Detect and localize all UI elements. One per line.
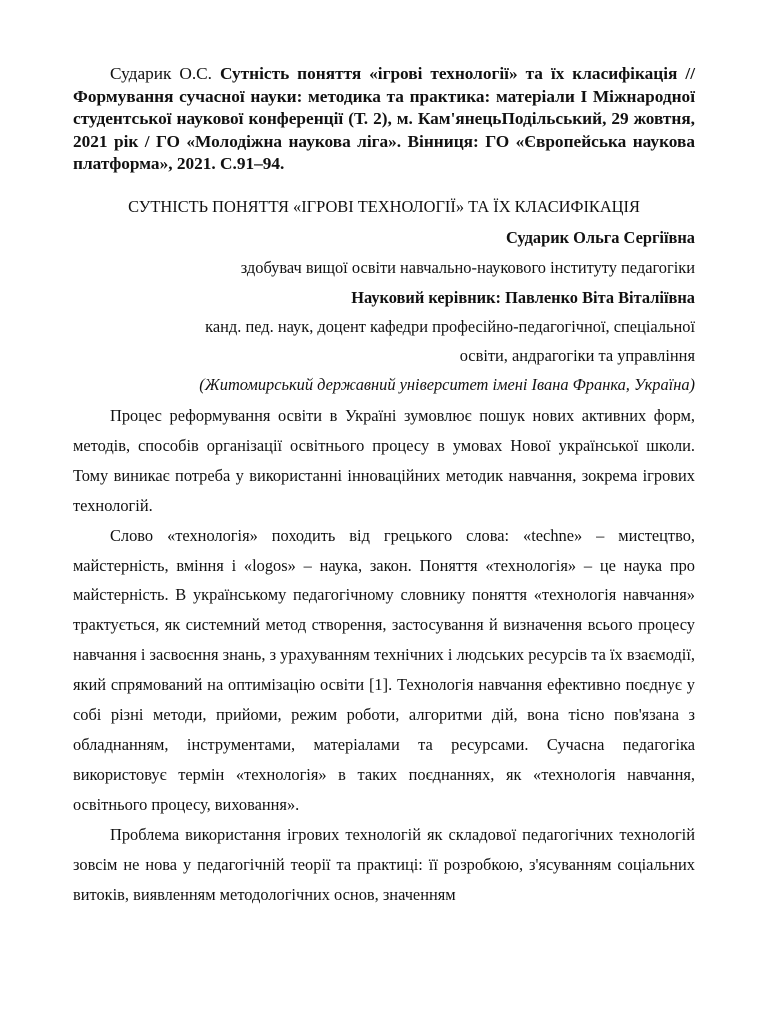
supervisor-position-line-1: канд. пед. наук, доцент кафедри професійно-педагогічної, спеціальної: [205, 317, 695, 336]
author-name: Сударик Ольга Сергіївна: [506, 228, 695, 247]
article-heading: СУТНІСТЬ ПОНЯТТЯ «ІГРОВІ ТЕХНОЛОГІЇ» ТА ЇХ КЛАСИФІКАЦІЯ: [128, 197, 640, 216]
paragraph: Проблема використання ігрових технологій як складової педагогічних технологій зовсім не нова у педагогічній теорії та практиці: її розробкою, з'ясуванням соціальних витоків, виявленням методологічних основ, значенням: [73, 824, 695, 904]
citation-authors: Сударик О.С.: [110, 64, 213, 83]
article-body: [73, 401, 695, 909]
paragraph: Процес реформування освіти в Україні зумовлює пошук нових активних форм, методів, способів організації освітнього процесу в умовах Нової української школи. Тому виникає потреба у використанні інноваційних методик навчання, зокрема ігрових технологій.: [73, 406, 695, 515]
paragraph: Слово «технологія» походить від грецького слова: «techne» – мистецтво, майстерність, вміння і «logos» – наука, закон. Поняття «технологія» – це наука про майстерність. В українському педагогічному словнику поняття «технологія навчання» трактується, як системний метод створення, застосування й визначення всього процесу навчання і засвоєння знань, з урахуванням технічних і людських ресурсів та їх взаємодії, який спрямований на оптимізацію освіти [1]. Технологія навчання ефективно поєднує у собі різні методи, прийоми, режим роботи, алгоритми дій, вона тісно пов'язана з обладнанням, інструментами, матеріалами та ресурсами. Сучасна педагогіка використовує термін «технологія» в таких поєднаннях, як «технологія навчання, освітнього процесу, виховання».: [73, 525, 695, 814]
citation-block: [73, 63, 695, 176]
affiliation-line: (Житомирський державний університет імені Івана Франка, Україна): [199, 375, 695, 394]
citation-source: // Формування сучасної науки: методика та практика: матеріали І Міжнародної студентської наукової конференції (Т. 2), м. Кам'янецьПодільський, 29 жовтня, 2021 рік / ГО «Молодіжна наукова ліга». Вінниця: ГО «Європейська наукова платформа», 2021. С.91–94.: [73, 64, 695, 173]
citation-title: Сутність поняття «ігрові технології» та їх класифікація: [219, 64, 678, 83]
supervisor-line: Науковий керівник: Павленко Віта Віталіївна: [351, 288, 695, 307]
supervisor-position-line-2: освіти, андрагогіки та управління: [459, 346, 695, 365]
author-status: здобувач вищої освіти навчально-наукового інституту педагогіки: [240, 258, 695, 277]
